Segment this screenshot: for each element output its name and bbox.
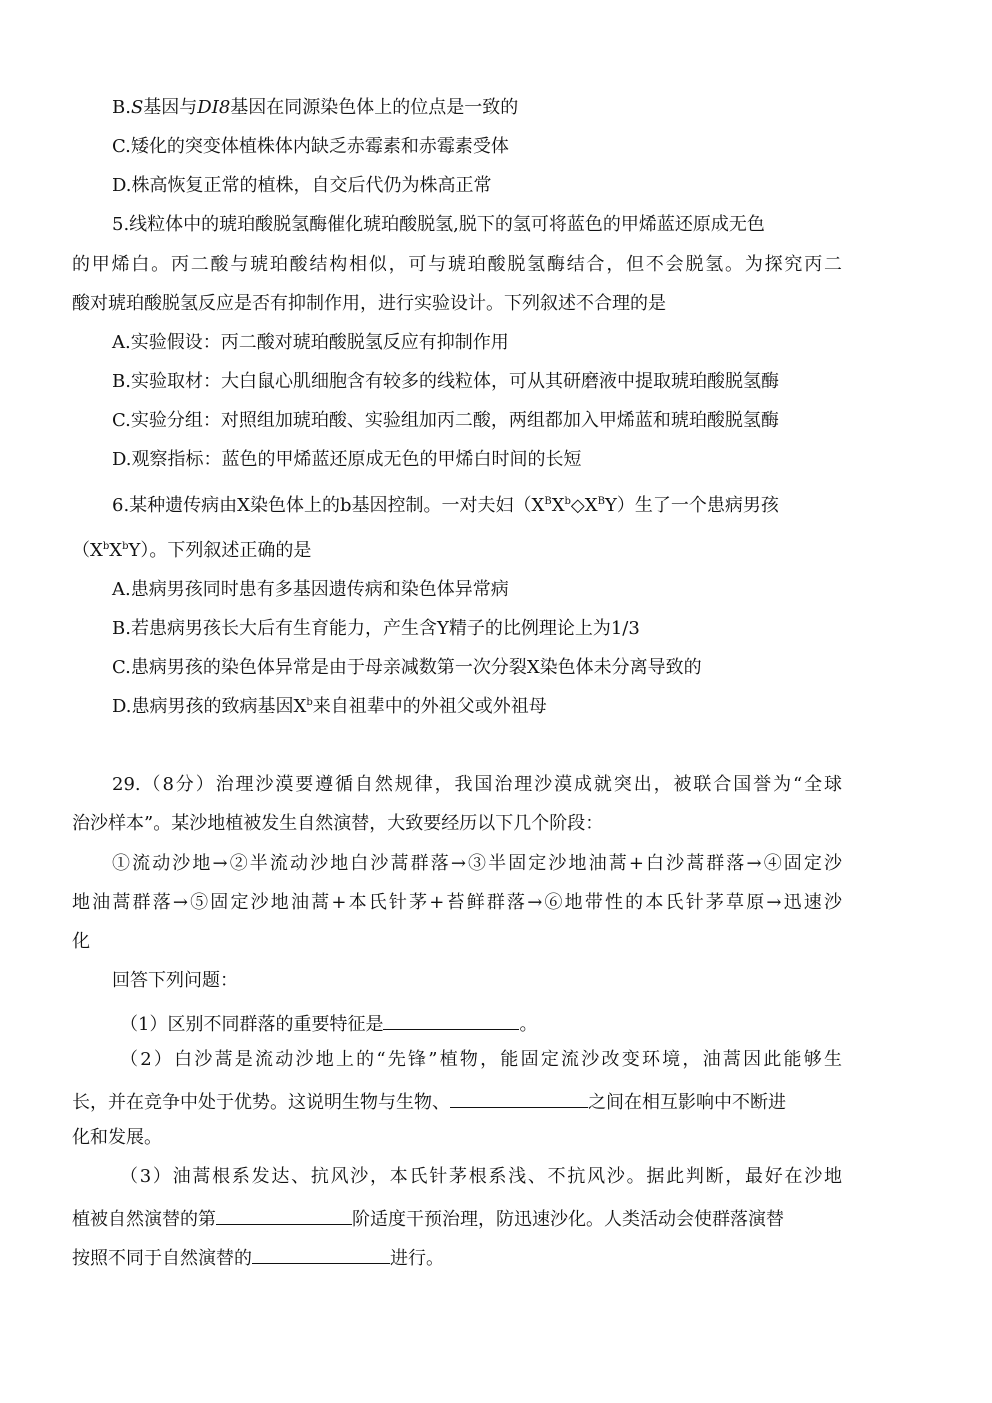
q29-stem-line-1: 29.（8分）治理沙漠要遵循自然规律，我国治理沙漠成就突出，被联合国誉为“全球 (112, 774, 842, 795)
q29-sub2-line-1: （2）白沙蒿是流动沙地上的“先锋”植物，能固定流沙改变环境，油蒿因此能够生 (120, 1049, 842, 1070)
q5-option-d: D.观察指标：蓝色的甲烯蓝还原成无色的甲烯白时间的长短 (112, 449, 582, 470)
answer-blank-1[interactable] (383, 1009, 519, 1030)
q5-option-a: A.实验假设：丙二酸对琥珀酸脱氢反应有抑制作用 (112, 332, 509, 353)
answer-blank-2[interactable] (450, 1087, 588, 1108)
q29-sub3-line-3: 按照不同于自然演替的 进行。 (72, 1243, 842, 1271)
q29-sub2-line-2: 长，并在竞争中处于优势。这说明生物与生物、 之间在相互影响中不断进 (72, 1087, 842, 1115)
q5-option-c: C.实验分组：对照组加琥珀酸、实验组加丙二酸，两组都加入甲烯蓝和琥珀酸脱氢酶 (112, 410, 779, 431)
q29-stem-line-2: 治沙样本”。某沙地植被发生自然演替，大致要经历以下几个阶段： (72, 813, 604, 834)
q5-option-b: B.实验取材：大白鼠心肌细胞含有较多的线粒体，可从其研磨液中提取琥珀酸脱氢酶 (112, 371, 779, 392)
q5-stem-line-3: 酸对琥珀酸脱氢反应是否有抑制作用，进行实验设计。下列叙述不合理的是 (72, 293, 666, 314)
q29-sub1: （1）区别不同群落的重要特征是 。 (120, 1009, 890, 1037)
q6-stem-line-2: $(X^bX^bY)$。下列叙述正确的是 (72, 540, 312, 561)
q4-option-c: C.矮化的突变体植株体内缺乏赤霉素和赤霉素受体 (112, 136, 509, 157)
q5-stem-line-1: 5.线粒体中的琥珀酸脱氢酶催化琥珀酸脱氢,脱下的氢可将蓝色的甲烯蓝还原成无色 (112, 214, 765, 235)
q6-option-a: A.患病男孩同时患有多基因遗传病和染色体异常病 (112, 579, 509, 600)
q4-option-d: D.株高恢复正常的植株，自交后代仍为株高正常 (112, 175, 492, 196)
q29-prompt: 回答下列问题： (112, 970, 238, 991)
answer-blank-3[interactable] (216, 1204, 352, 1225)
q29-sub2-line-3: 化和发展。 (72, 1127, 162, 1148)
q6-option-c: C.患病男孩的染色体异常是由于母亲减数第一次分裂X染色体未分离导致的 (112, 657, 702, 678)
q6-stem-line-1: 6.某种遗传病由X染色体上的b基因控制。一对夫妇$(X^BX^b◇X^BY)$生了一个患病男孩 (112, 495, 779, 516)
q29-stages-line-3: 化 (72, 931, 90, 952)
answer-blank-4[interactable] (252, 1243, 390, 1264)
q29-stages-line-2: 地油蒿群落→⑤固定沙地油蒿+本氏针茅+苔鲜群落→⑥地带性的本氏针茅草原→迅速沙 (72, 892, 842, 913)
q29-stages-line-1: ①流动沙地→②半流动沙地白沙蒿群落→③半固定沙地油蒿+白沙蒿群落→④固定沙 (112, 853, 842, 874)
q29-sub3-line-2: 植被自然演替的第 阶适度干预治理，防迅速沙化。人类活动会使群落演替 (72, 1204, 842, 1232)
q6-option-b: B.若患病男孩长大后有生育能力，产生含Y精子的比例理论上为1/3 (112, 618, 640, 639)
q4-option-b: B.S基因与DI8基因在同源染色体上的位点是一致的 (112, 97, 519, 118)
q6-option-d: D.患病男孩的致病基因$X^b$来自祖辈中的外祖父或外祖母 (112, 696, 547, 717)
q29-sub3-line-1: （3）油蒿根系发达、抗风沙，本氏针茅根系浅、不抗风沙。据此判断，最好在沙地 (120, 1166, 842, 1187)
q5-stem-line-2: 的甲烯白。丙二酸与琥珀酸结构相似，可与琥珀酸脱氢酶结合，但不会脱氢。为探究丙二 (72, 254, 842, 275)
